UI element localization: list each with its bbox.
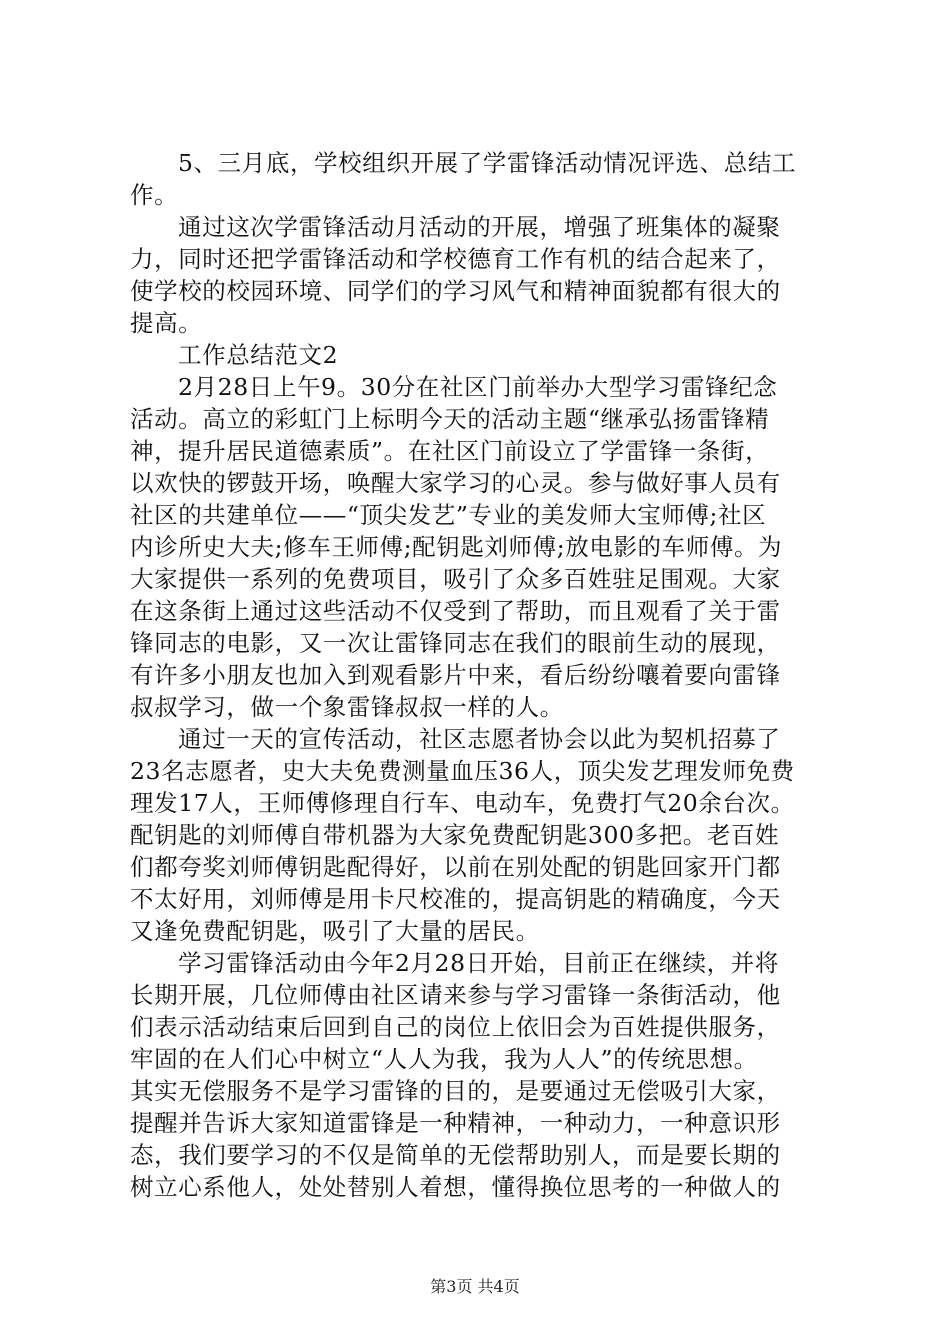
text-line: 以欢快的锣鼓开场，唤醒大家学习的心灵。参与做好事人员有 [130,469,781,497]
text-line: 2月28日上午9。30分在社区门前举办大型学习雷锋纪念 [178,373,778,401]
text-line: 内诊所史大夫;修车王师傅;配钥匙刘师傅;放电影的车师傅。为 [130,533,783,561]
text-line: 提醒并告诉大家知道雷锋是一种精神，一种动力，一种意识形 [130,1109,781,1137]
text-line: 理发17人，王师傅修理自行车、电动车，免费打气20余台次。 [130,789,795,817]
text-line: 牢固的在人们心中树立“人人为我，我为人人”的传统思想。 [130,1045,758,1073]
text-line: 们都夸奖刘师傅钥匙配得好，以前在别处配的钥匙回家开门都 [130,853,781,881]
text-line: 锋同志的电影，又一次让雷锋同志在我们的眼前生动的展现， [130,629,781,657]
text-line: 态，我们要学习的不仅是简单的无偿帮助别人，而是要长期的 [130,1141,781,1169]
text-line: 活动。高立的彩虹门上标明今天的活动主题“继承弘扬雷锋精 [130,405,770,433]
text-line: 使学校的校园环境、同学们的学习风气和精神面貌都有很大的 [130,277,781,305]
text-line: 又逢免费配钥匙，吸引了大量的居民。 [130,917,540,945]
text-line: 通过这次学雷锋活动月活动的开展，增强了班集体的凝聚 [178,213,781,241]
body-text [130,147,830,1203]
text-line: 不太好用，刘师傅是用卡尺校准的，提高钥匙的精确度，今天 [130,885,781,913]
text-line: 们表示活动结束后回到自己的岗位上依旧会为百姓提供服务， [130,1013,781,1041]
text-line: 社区的共建单位——“顶尖发艺”专业的美发师大宝师傅;社区 [130,501,767,529]
text-line: 神，提升居民道德素质”。在社区门前设立了学雷锋一条街， [130,437,770,465]
page-footer: 第3页 共4页 [430,1277,520,1296]
text-line: 提高。 [130,309,203,337]
text-line: 5、三月底，学校组织开展了学雷锋活动情况评选、总结工 [178,149,797,177]
text-line: 配钥匙的刘师傅自带机器为大家免费配钥匙300多把。老百姓 [130,821,780,849]
text-line: 大家提供一系列的免费项目，吸引了众多百姓驻足围观。大家 [130,565,781,593]
text-line: 长期开展，几位师傅由社区请来参与学习雷锋一条街活动，他 [130,981,781,1009]
text-line: 通过一天的宣传活动，社区志愿者协会以此为契机招募了 [178,725,781,753]
text-line: 有许多小朋友也加入到观看影片中来，看后纷纷嚷着要向雷锋 [130,661,781,689]
text-line: 力，同时还把学雷锋活动和学校德育工作有机的结合起来了， [130,245,781,273]
text-line: 树立心系他人，处处替别人着想，懂得换位思考的一种做人的 [130,1173,781,1201]
text-line: 学习雷锋活动由今年2月28日开始，目前正在继续，并将 [178,949,779,977]
text-line: 工作总结范文2 [178,341,339,369]
text-line: 其实无偿服务不是学习雷锋的目的，是要通过无偿吸引大家， [130,1077,781,1105]
text-line: 在这条街上通过这些活动不仅受到了帮助，而且观看了关于雷 [130,597,781,625]
text-line: 作。 [130,181,179,209]
text-line: 23名志愿者，史大夫免费测量血压36人，顶尖发艺理发师免费 [130,757,795,785]
text-line: 叔叔学习，做一个象雷锋叔叔一样的人。 [130,693,564,721]
